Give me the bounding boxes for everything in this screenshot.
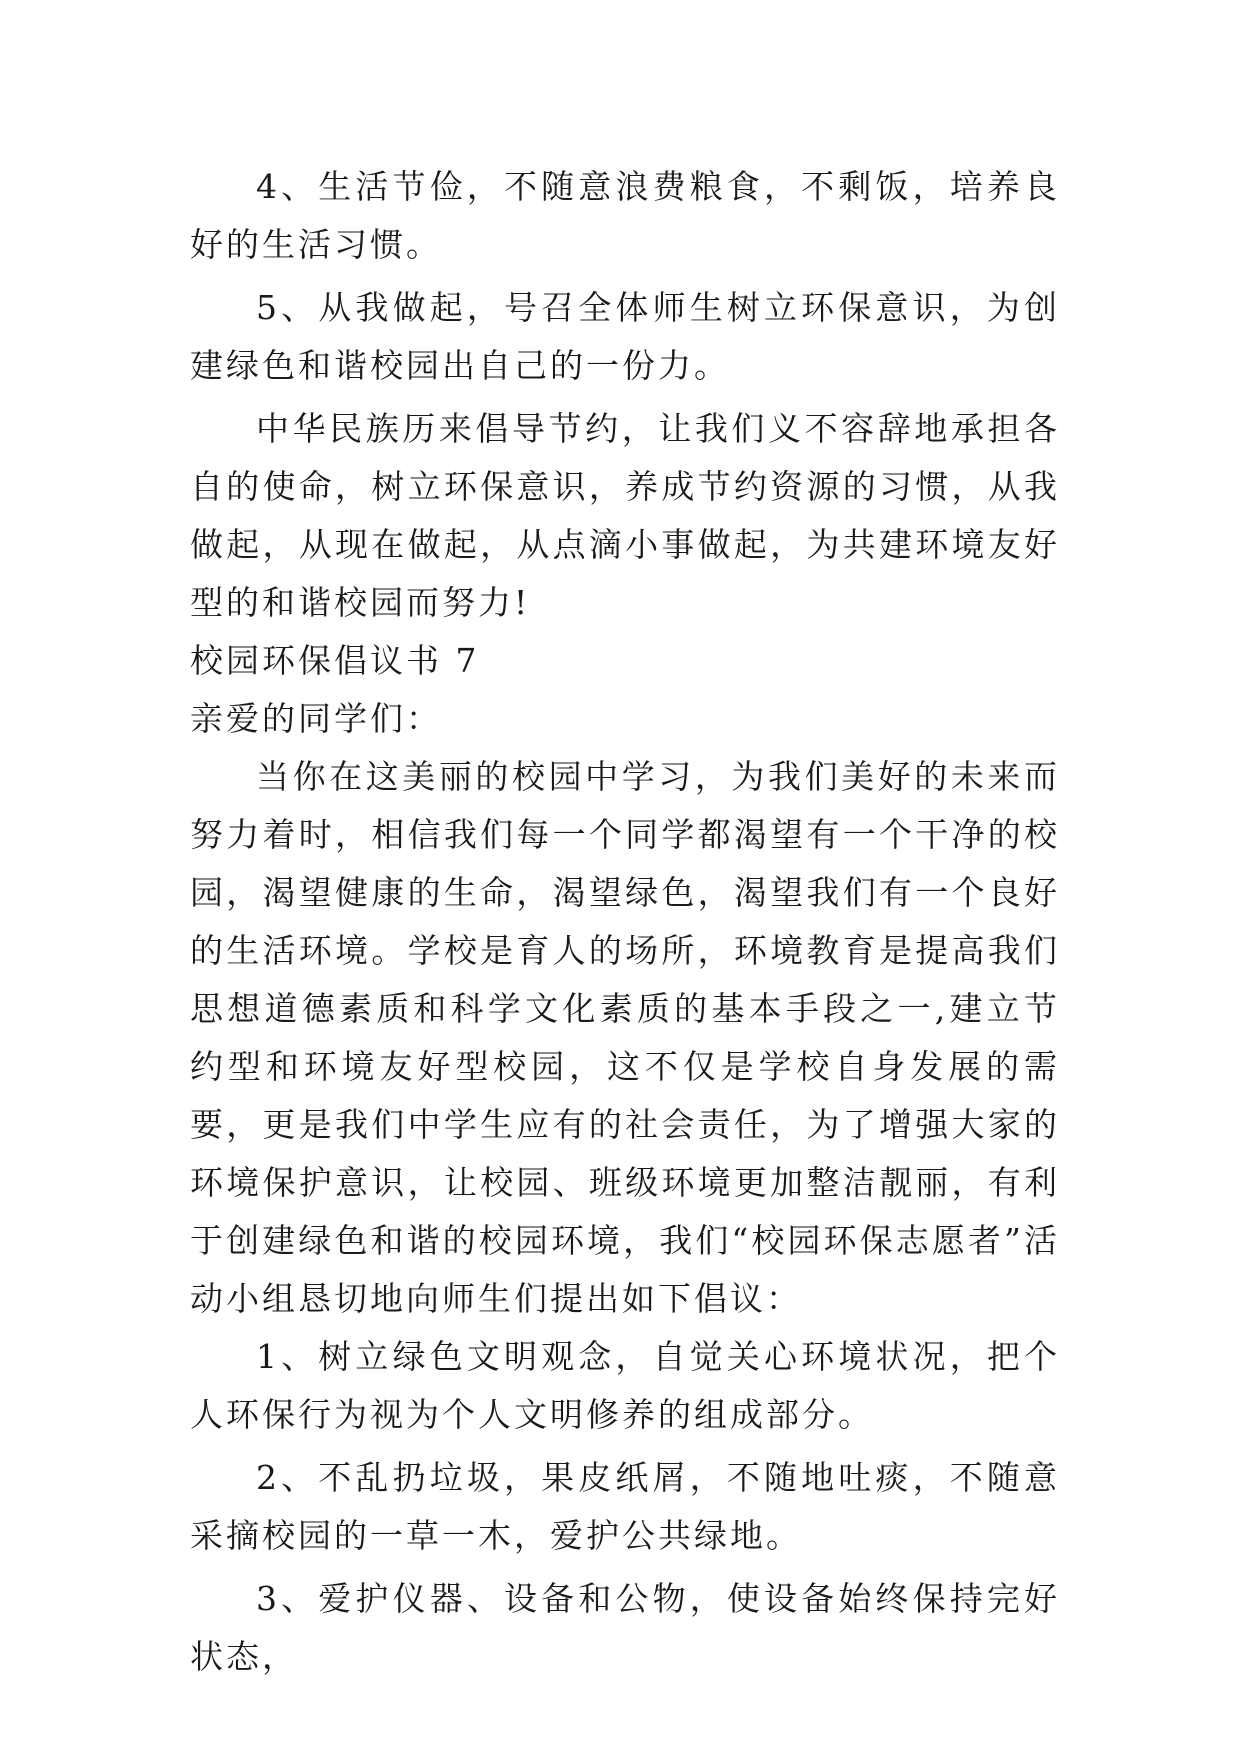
document-body [190,158,1060,1686]
paragraph-item-5: 5、从我做起，号召全体师生树立环保意识，为创建绿色和谐校园出自己的一份力。 [190,288,1060,385]
section-heading: 校园环保倡议书 7 [190,641,480,680]
paragraph-item-3: 3、爱护仪器、设备和公物，使设备始终保持完好状态， [190,1579,1060,1676]
paragraph-item-2: 2、不乱扔垃圾，果皮纸屑，不随地吐痰，不随意采摘校园的一草一木，爱护公共绿地。 [190,1458,1060,1555]
paragraph-item-4: 4、生活节俭，不随意浪费粮食，不剩饭，培养良好的生活习惯。 [190,167,1060,264]
paragraph-intro: 当你在这美丽的校园中学习，为我们美好的未来而努力着时，相信我们每一个同学都渴望有一个干净的校园，渴望健康的生命，渴望绿色，渴望我们有一个良好的生活环境。学校是育人的场所，环境教育是提高我们思想道德素质和科学文化素质的基本手段之一,建立节约型和环境友好型校园，这不仅是学校自身发展的需要，更是我们中学生应有的社会责任，为了增强大家的环境保护意识，让校园、班级环境更加整洁靓丽，有利于创建绿色和谐的校园环境，我们“校园环保志愿者”活动小组恳切地向师生们提出如下倡议： [190,757,1060,1318]
paragraph-item-1: 1、树立绿色文明观念，自觉关心环境状况，把个人环保行为视为个人文明修养的组成部分。 [190,1337,1060,1434]
salutation: 亲爱的同学们： [190,699,442,738]
paragraph-conclusion: 中华民族历来倡导节约，让我们义不容辞地承担各自的使命，树立环保意识，养成节约资源的习惯，从我做起，从现在做起，从点滴小事做起，为共建环境友好型的和谐校园而努力! [190,409,1060,622]
